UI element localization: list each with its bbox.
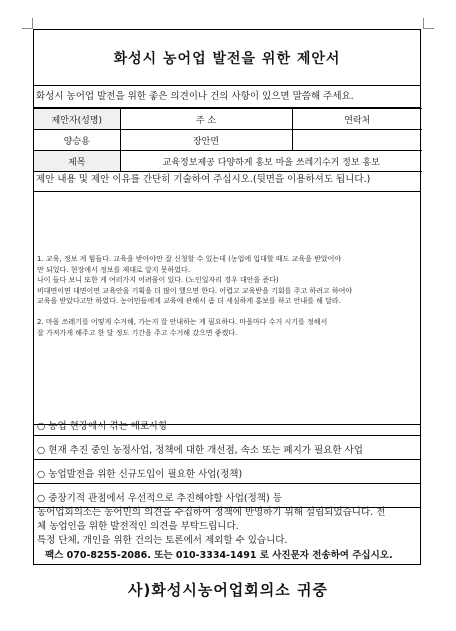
notes — [37, 506, 419, 548]
option-improvements: ○ 현재 추진 중인 농정사업, 정책에 대한 개선점, 속소 또는 폐지가 필요한 사업 — [34, 438, 420, 460]
contact-value — [292, 130, 422, 151]
crop-mark-top-right — [423, 18, 434, 29]
body-line: 나이 들다 보니 또한 게 여러가지 어려움이 있다. (노인일자리 경우 대안을 준다) — [37, 276, 279, 284]
body-line: 잘 가져가게 해주고 한 달 정도 기간을 주고 수거해 갔으면 좋겠다. — [37, 328, 238, 337]
note-line: 체 농업인을 위한 발전적인 의견을 부탁드립니다. — [37, 521, 239, 532]
body-line: 교육을 받았다고만 하였다. 농어민들에게 교육에 관해서 좀 더 세심하게 홍보를 하고 안내를 해 달라. — [37, 297, 341, 305]
instruction-line: 제안 내용 및 제안 이유를 간단히 기술하여 주십시오.(뒷면을 이용하셔도 됩니다.) — [34, 170, 420, 192]
proposer-label: 제안자(성명) — [34, 109, 120, 130]
intro-line: 화성시 농어업 발전을 위한 좋은 의견이나 건의 사항이 있으면 말씀해 주세요. — [34, 86, 420, 108]
contact-info: 팩스 070-8255-2086. 또는 010-3334-1491 로 사진문자 전송하여 주십시오. — [45, 550, 393, 561]
option-hardships: ○ 농업 현장에서 겪는 애로사항 — [34, 414, 420, 436]
info-table — [34, 108, 422, 172]
proposer-value: 주 소 — [120, 109, 292, 130]
option-priorities: ○ 중장기적 관점에서 우선적으로 추진해야할 사업(정책) 등 — [34, 486, 420, 508]
form-title: 화성시 농어업 발전을 위한 제안서 — [34, 30, 420, 86]
body-line: 비대면이면 대면이면 교육안을 기획을 더 많이 했으면 한다. 어렵고 교육받을 기회를 주고 하려고 하여야 — [37, 286, 353, 295]
subject-label: 제목 — [34, 151, 120, 172]
proposal-text — [37, 254, 417, 338]
contact-label: 연락처 — [292, 109, 422, 130]
body-line — [37, 307, 417, 318]
proposal-body — [34, 192, 420, 425]
name-value: 양승용 — [34, 130, 120, 151]
body-line: 1. 교육, 정보 게 힘들다. 교육을 받아야만 잘 신청할 수 있는데 (농업에 입대할 때도 교육을 받았어야 — [37, 255, 342, 263]
crop-mark-top-left — [22, 18, 33, 29]
body-line: 2. 마을 쓰레기를 어떻게 수거해, 가는지 잘 안내하는 게 필요하다. 마을마다 수거 시기를 정해서 — [37, 318, 328, 326]
organization-name: 사)화성시농어업회의소 귀중 — [128, 581, 328, 599]
proposal-form — [33, 29, 421, 565]
body-line: 만 되었다. 현장에서 정보를 제대로 알지 못하였다. — [37, 265, 191, 274]
note-line: 농어업회의소는 농어민의 의견을 수집하여 정책에 반영하기 위해 설립되었습니다. 전 — [37, 507, 386, 518]
subject-value: 교육정보제공 다양하게 홍보 마을 쓰레기수거 정보 홍보 — [120, 151, 422, 172]
note-line: 특정 단체, 개인을 위한 건의는 토론에서 제외할 수 있습니다. — [37, 535, 288, 546]
address-value: 장안면 — [120, 130, 292, 151]
option-new-projects: ○ 농업발전을 위한 신규도입이 필요한 사업(정책) — [34, 462, 420, 484]
